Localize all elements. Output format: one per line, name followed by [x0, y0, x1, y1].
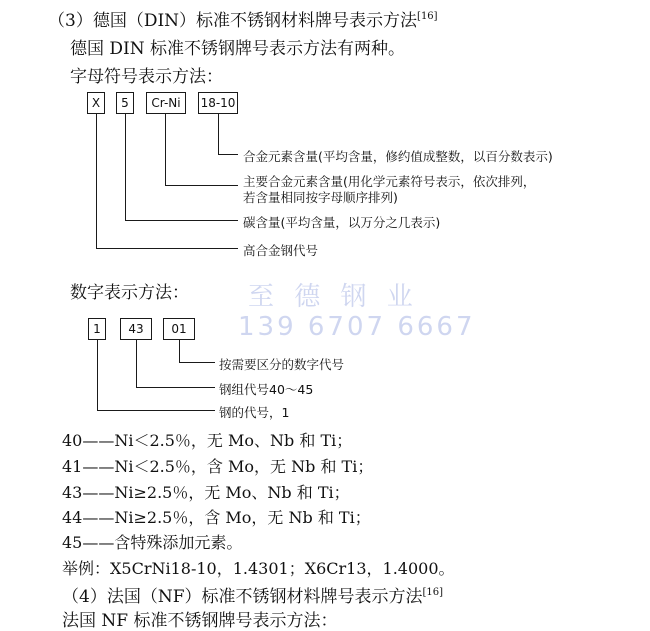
group-line: 44——Ni≥2.5％，含 Mo，无 Nb 和 Ti；: [62, 508, 371, 527]
intro-text: 德国 DIN 标准不锈钢牌号表示方法有两种。: [70, 39, 406, 59]
watermark-company: 至 德 钢 业: [248, 282, 419, 312]
leader-line: [165, 114, 166, 186]
label-high-alloy-code: 高合金钢代号: [243, 243, 319, 258]
leader-line: [97, 340, 98, 411]
leader-line: [125, 220, 238, 221]
leader-line: [136, 387, 215, 388]
number-method-title: 数字表示方法：: [70, 283, 189, 303]
leader-line: [125, 114, 126, 221]
box-steel-code: 1: [88, 318, 106, 340]
group-line: 45——含特殊添加元素。: [62, 533, 243, 552]
leader-line: [165, 185, 238, 186]
leader-line: [96, 114, 97, 249]
leader-line: [179, 362, 215, 363]
label-number-code: 按需要区分的数字代号: [219, 357, 345, 372]
leader-line: [96, 248, 238, 249]
letter-method-title: 字母符号表示方法：: [70, 67, 223, 87]
section-heading-nf: [62, 582, 443, 607]
box-elements: Cr-Ni: [146, 92, 186, 114]
nf-method-line: 法国 NF 标准不锈钢牌号表示方法：: [62, 611, 338, 631]
reference-marker: [16]: [417, 11, 438, 22]
section-heading-nf-text: （4）法国（NF）标准不锈钢材料牌号表示方法: [62, 587, 423, 607]
group-line: 40——Ni＜2.5％，无 Mo、Nb 和 Ti；: [62, 431, 353, 450]
box-carbon: 5: [116, 92, 134, 114]
label-main-elements: 主要合金元素含量(用化学元素符号表示，依次排列，: [243, 174, 536, 189]
reference-marker: [16]: [422, 587, 444, 598]
box-x: X: [87, 92, 105, 114]
example-line: 举例：X5CrNi18-10，1.4301；X6Cr13，1.4000。: [62, 559, 455, 578]
leader-line: [179, 340, 180, 363]
watermark-phone: 139 6707 6667: [238, 312, 476, 342]
group-line: 41——Ni＜2.5％，含 Mo，无 Nb 和 Ti；: [62, 457, 374, 476]
label-main-elements-cont: 若含量相同按字母顺序排列): [243, 190, 398, 205]
leader-line: [218, 114, 219, 155]
leader-line: [218, 154, 238, 155]
box-group-code: 43: [120, 318, 152, 340]
box-content: 18-10: [198, 92, 238, 114]
group-line: 43——Ni≥2.5％，无 Mo、Nb 和 Ti；: [62, 483, 350, 502]
leader-line: [97, 410, 215, 411]
label-steel-code: 钢的代号，1: [219, 405, 290, 420]
box-number-code: 01: [163, 318, 195, 340]
leader-line: [136, 340, 137, 388]
label-carbon-content: 碳含量(平均含量，以万分之几表示): [243, 215, 441, 230]
section-heading-din: [48, 6, 438, 31]
section-heading-din-text: （3）德国（DIN）标准不锈钢材料牌号表示方法: [48, 11, 418, 31]
label-alloy-content: 合金元素含量(平均含量，修约值成整数，以百分数表示): [243, 149, 553, 164]
label-group-code: 钢组代号40～45: [219, 382, 314, 397]
